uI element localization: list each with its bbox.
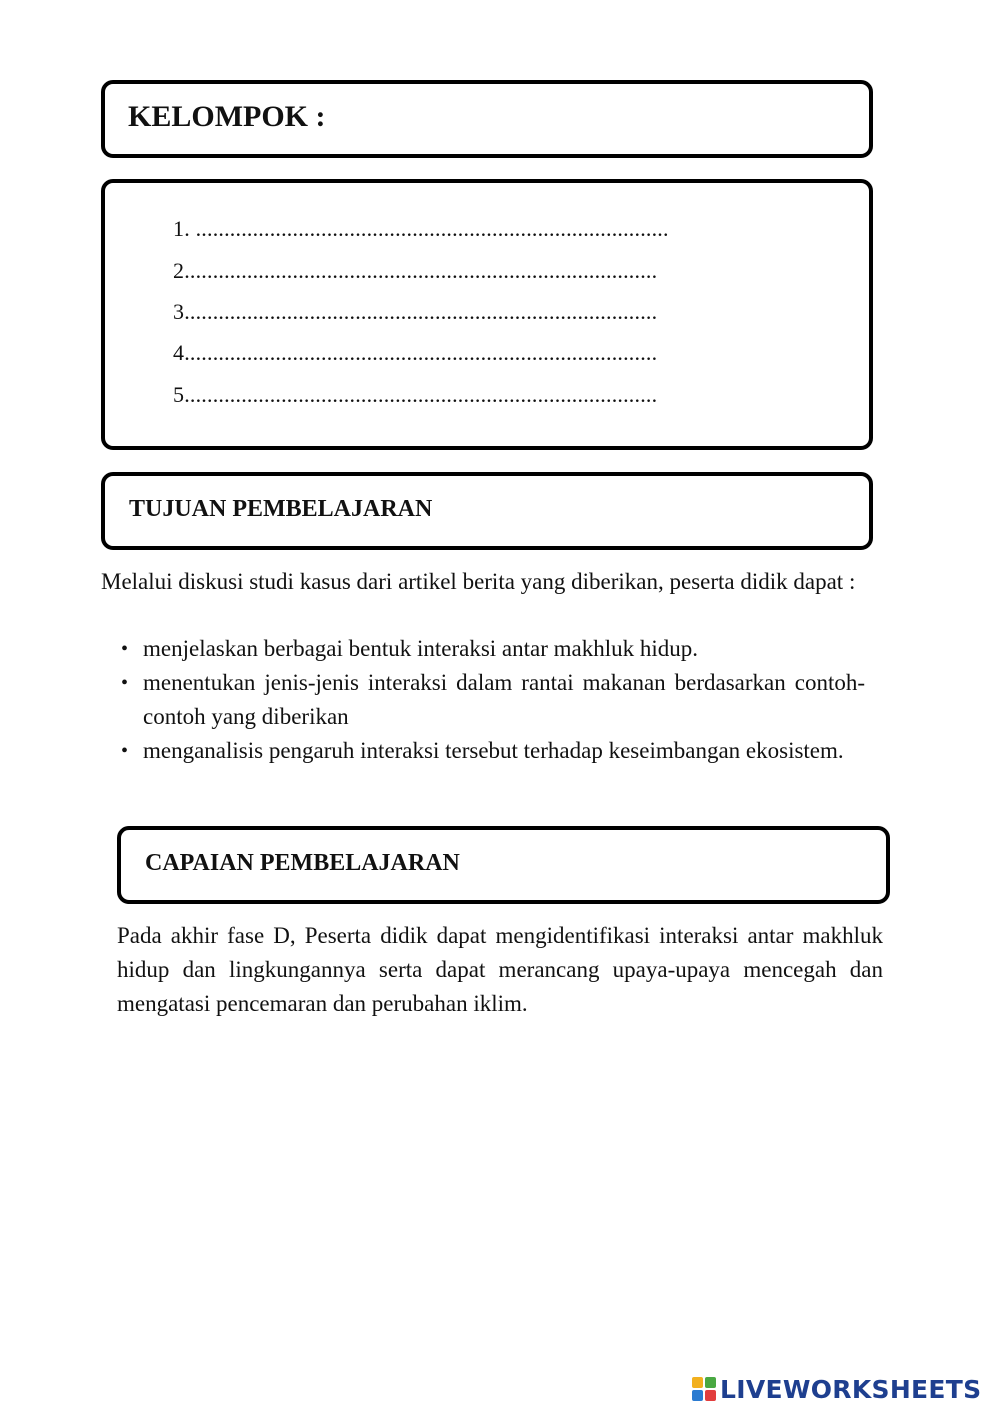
brand-watermark[interactable] bbox=[692, 1373, 981, 1405]
bullet-icon: • bbox=[121, 740, 129, 762]
tujuan-intro: Melalui diskusi studi kasus dari artikel berita yang diberikan, peserta didik dapat : bbox=[101, 569, 856, 594]
liveworksheets-logo-icon bbox=[692, 1377, 716, 1401]
logo-square bbox=[692, 1390, 703, 1401]
member-line-5: 5................................................................................... bbox=[173, 382, 658, 407]
kelompok-box bbox=[101, 80, 873, 158]
tujuan-item-text: menjelaskan berbagai bentuk interaksi antar makhluk hidup. bbox=[143, 636, 699, 661]
bullet-icon: • bbox=[121, 672, 129, 694]
kelompok-title: KELOMPOK : bbox=[128, 100, 326, 133]
tujuan-list bbox=[119, 632, 865, 768]
tujuan-item-text: menganalisis pengaruh interaksi tersebut terhadap keseimbangan ekosistem. bbox=[143, 738, 844, 763]
tujuan-box bbox=[101, 472, 873, 550]
logo-square bbox=[705, 1390, 716, 1401]
member-line-1: 1. ................................................................................... bbox=[173, 216, 669, 241]
brand-name: LIVEWORKSHEETS bbox=[720, 1374, 982, 1404]
member-line-4: 4................................................................................... bbox=[173, 340, 658, 365]
capaian-text: Pada akhir fase D, Peserta didik dapat mengidentifikasi interaksi antar makhluk hidup dan lingkungannya serta dapat merancang upaya-upaya mencegah dan mengatasi pencemaran dan perubahan iklim. bbox=[117, 923, 883, 1016]
capaian-title: CAPAIAN PEMBELAJARAN bbox=[145, 850, 460, 876]
member-line-2: 2................................................................................... bbox=[173, 258, 658, 283]
bullet-icon: • bbox=[121, 638, 129, 660]
capaian-box bbox=[117, 826, 890, 904]
tujuan-item bbox=[119, 666, 865, 734]
member-line-3: 3................................................................................... bbox=[173, 299, 658, 324]
tujuan-item bbox=[119, 734, 865, 768]
members-box bbox=[101, 179, 873, 450]
logo-square bbox=[692, 1377, 703, 1388]
logo-square bbox=[705, 1377, 716, 1388]
tujuan-title: TUJUAN PEMBELAJARAN bbox=[129, 496, 433, 522]
tujuan-item bbox=[119, 632, 865, 666]
tujuan-item-text: menentukan jenis-jenis interaksi dalam rantai makanan berdasarkan contoh-contoh yang diberikan bbox=[143, 670, 865, 729]
